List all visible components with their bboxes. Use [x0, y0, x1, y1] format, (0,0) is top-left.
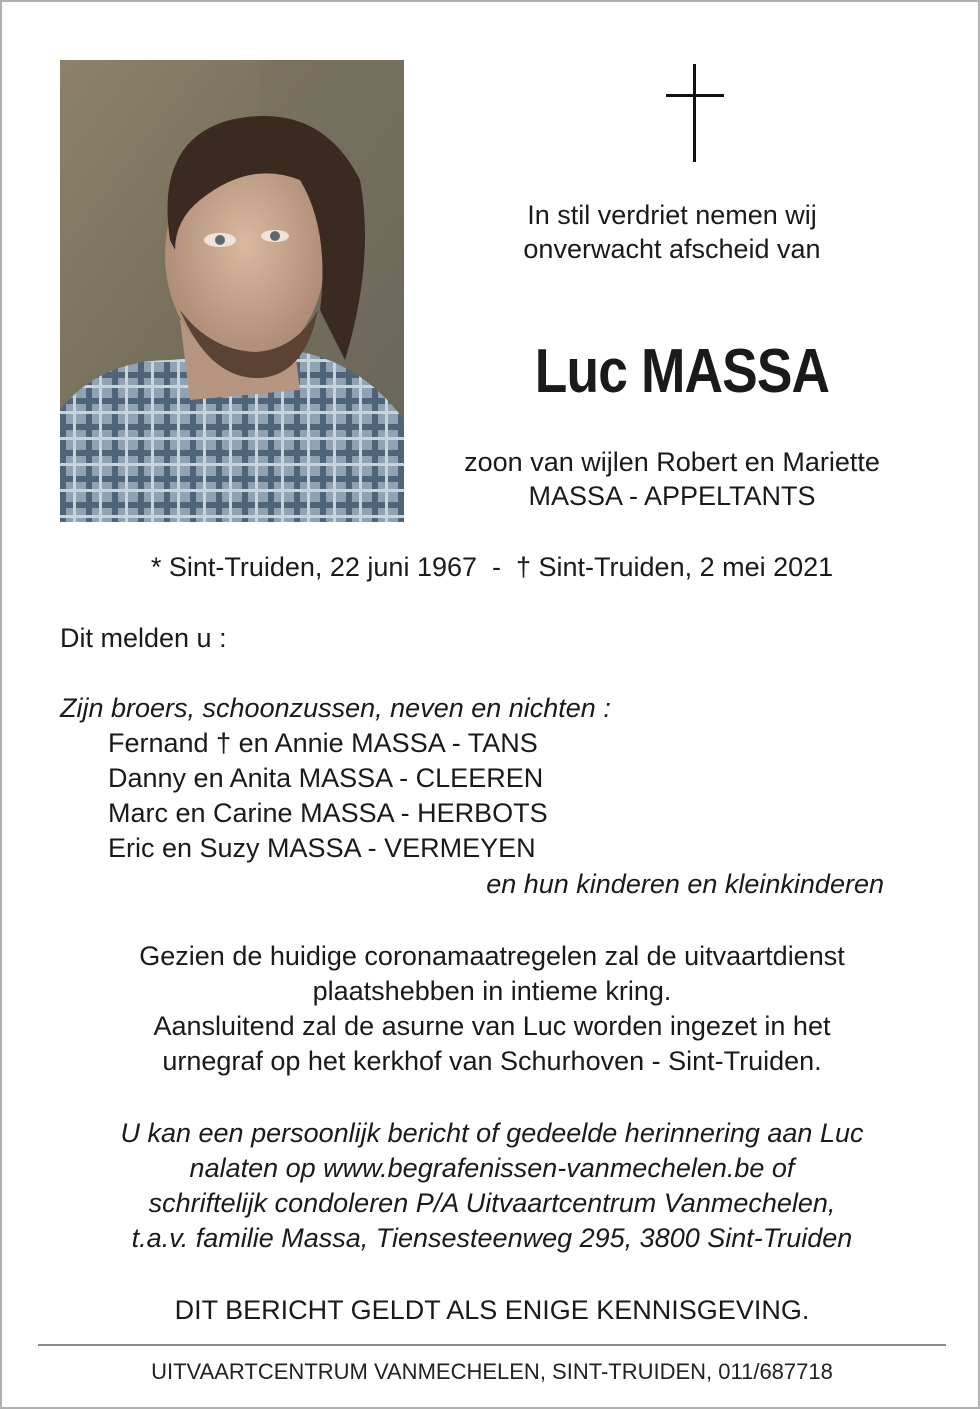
- family-heading: Zijn broers, schoonzussen, neven en nichten :: [60, 693, 611, 723]
- family-member: Marc en Carine MASSA - HERBOTS: [108, 798, 548, 828]
- family-member: Eric en Suzy MASSA - VERMEYEN: [108, 833, 536, 863]
- family-list: [108, 726, 548, 866]
- family-footer: en hun kinderen en kleinkinderen: [486, 869, 884, 899]
- parents-text: [422, 445, 922, 513]
- birth-death-dates: * Sint-Truiden, 22 juni 1967 - † Sint-Truiden, 2 mei 2021: [150, 552, 834, 582]
- family-member: Danny en Anita MASSA - CLEEREN: [108, 763, 544, 793]
- deceased-name: Luc MASSA: [534, 337, 830, 406]
- funeral-home-footer: UITVAARTCENTRUM VANMECHELEN, SINT-TRUIDEN, 011/687718: [151, 1359, 833, 1384]
- notice-line: Gezien de huidige coronamaatregelen zal de uitvaartdienst: [139, 941, 845, 971]
- portrait-illustration: [60, 60, 404, 522]
- announce-text: Dit melden u :: [60, 623, 227, 653]
- condolence-line: U kan een persoonlijk bericht of gedeelde herinnering aan Luc: [120, 1118, 864, 1148]
- condolence-line: schriftelijk condoleren P/A Uitvaartcentrum Vanmechelen,: [148, 1188, 836, 1218]
- footer-divider: [38, 1344, 946, 1346]
- intro-line: In stil verdriet nemen wij: [527, 200, 817, 230]
- notice-line: Aansluitend zal de asurne van Luc worden ingezet in het: [153, 1011, 831, 1041]
- notice-line: plaatshebben in intieme kring.: [312, 976, 672, 1006]
- funeral-notice: [32, 939, 952, 1079]
- notice-line: urnegraf op het kerkhof van Schurhoven - Sint-Truiden.: [162, 1046, 822, 1076]
- intro-text: [422, 198, 922, 266]
- parents-line: zoon van wijlen Robert en Mariette: [464, 447, 880, 477]
- portrait-photo: [60, 60, 404, 522]
- closing-statement: DIT BERICHT GELDT ALS ENIGE KENNISGEVING.: [174, 1295, 810, 1325]
- intro-line: onverwacht afscheid van: [523, 234, 821, 264]
- cross-icon: [666, 64, 724, 162]
- condolence-text: [32, 1116, 952, 1256]
- family-member: Fernand † en Annie MASSA - TANS: [108, 728, 538, 758]
- parents-line: MASSA - APPELTANTS: [528, 481, 816, 511]
- condolence-line: nalaten op www.begrafenissen-vanmechelen.be of: [189, 1153, 795, 1183]
- condolence-line: t.a.v. familie Massa, Tiensesteenweg 295, 3800 Sint-Truiden: [131, 1223, 853, 1253]
